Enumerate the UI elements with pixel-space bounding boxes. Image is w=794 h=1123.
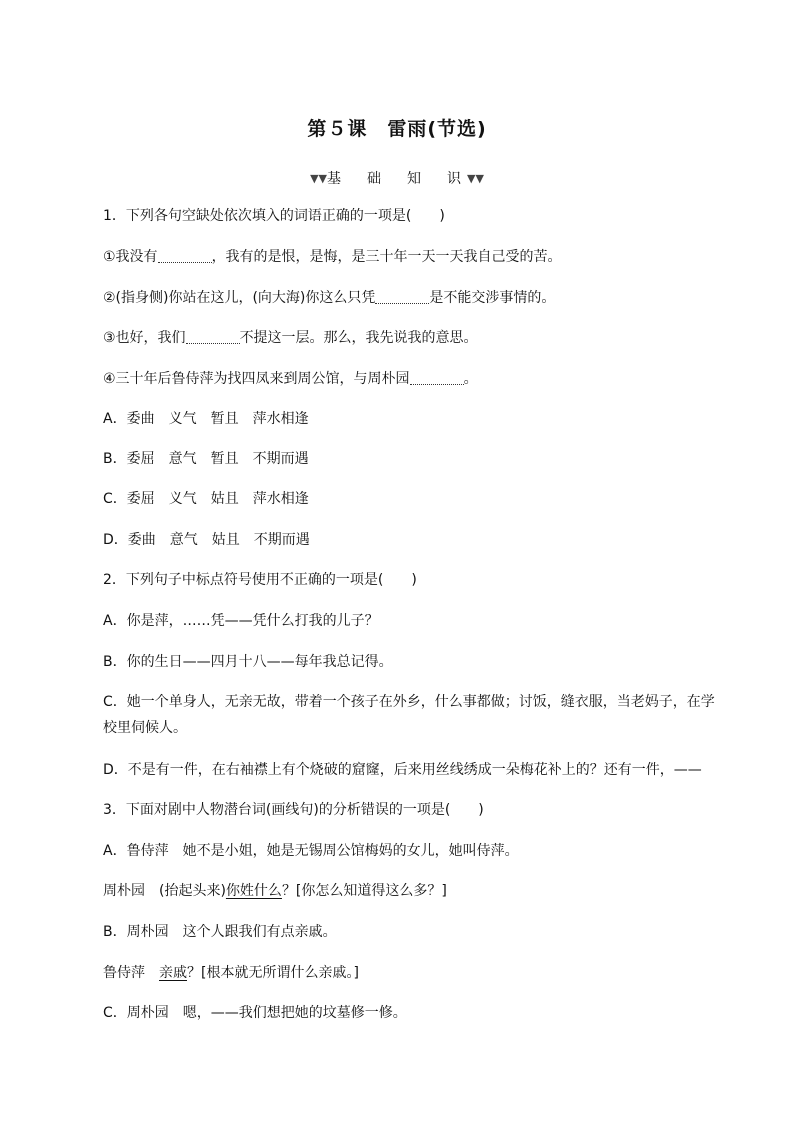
dialogue-text: ？[根本就无所谓什么亲戚。] xyxy=(187,965,359,981)
question-1-option-b: B．委屈 意气 暂且 不期而遇 xyxy=(103,451,309,467)
underlined-subtext: 你姓什么 xyxy=(225,883,282,899)
question-3-stem: 3．下面对剧中人物潜台词(画线句)的分析错误的一项是( ) xyxy=(103,802,484,818)
question-1-sentence-1 xyxy=(103,246,562,268)
dialogue-text: 周朴园 (抬起头来) xyxy=(103,883,226,899)
page-title: 第５课 雷雨(节选) xyxy=(307,118,487,140)
sentence-text: 不提这一层。那么，我先说我的意思。 xyxy=(239,330,478,346)
question-1-sentence-3 xyxy=(103,327,478,349)
question-3-option-c-line-1: C．周朴园 嗯，——我们想把她的坟墓修一修。 xyxy=(103,1005,407,1021)
question-2-option-c: C．她一个单身人，无亲无故，带着一个孩子在外乡，什么事都做；讨饭，缝衣服，当老妈子，在学校里伺候人。 xyxy=(103,694,715,736)
question-2-stem: 2．下列句子中标点符号使用不正确的一项是( ) xyxy=(103,572,417,588)
question-2-option-d: D．不是有一件，在右袖襟上有个烧破的窟窿，后来用丝线绣成一朵梅花补上的？还有一件，—— xyxy=(103,762,702,778)
dialogue-text: 鲁侍萍 xyxy=(103,965,159,981)
sentence-text: 是不能交涉事情的。 xyxy=(429,290,556,306)
question-2-option-b: B．你的生日——四月十八——每年我总记得。 xyxy=(103,654,393,670)
question-1-sentence-4 xyxy=(103,368,478,390)
sentence-text: ，我有的是恨，是悔，是三十年一天一天我自己受的苦。 xyxy=(211,249,562,265)
sentence-text: 。 xyxy=(463,371,478,387)
question-3-option-a-line-2 xyxy=(103,880,447,902)
fill-blank xyxy=(186,329,240,344)
triangle-down-icon: ▼▼ xyxy=(467,172,484,185)
fill-blank xyxy=(410,370,464,385)
sentence-text: ①我没有 xyxy=(103,249,158,265)
underlined-subtext: 亲戚 xyxy=(159,965,187,981)
question-1-option-d: D．委曲 意气 姑且 不期而遇 xyxy=(103,532,310,548)
question-1-option-c: C．委屈 义气 姑且 萍水相逢 xyxy=(103,491,309,507)
fill-blank xyxy=(158,248,212,263)
fill-blank xyxy=(375,289,429,304)
question-3-option-b-line-1: B．周朴园 这个人跟我们有点亲戚。 xyxy=(103,924,337,940)
question-3-option-a-line-1: A．鲁侍萍 她不是小姐，她是无锡周公馆梅妈的女儿，她叫侍萍。 xyxy=(103,843,519,859)
sentence-text: ④三十年后鲁侍萍为找四凤来到周公馆，与周朴园 xyxy=(103,371,410,387)
section-heading xyxy=(0,168,794,188)
question-2-option-a: A．你是萍，……凭——凭什么打我的儿子？ xyxy=(103,613,379,629)
sentence-text: ③也好，我们 xyxy=(103,330,186,346)
question-1-stem: 1．下列各句空缺处依次填入的词语正确的一项是( ) xyxy=(103,208,445,224)
sentence-text: ②(指身侧)你站在这儿，(向大海)你这么只凭 xyxy=(103,290,376,306)
question-3-option-b-line-2 xyxy=(103,962,359,984)
question-1-option-a: A．委曲 义气 暂且 萍水相逢 xyxy=(103,411,309,427)
question-1-sentence-2 xyxy=(103,287,555,309)
triangle-down-icon: ▼▼ xyxy=(310,172,327,185)
section-heading-text: 基 础 知 识 xyxy=(327,171,467,187)
dialogue-text: ？[你怎么知道得这么多？] xyxy=(281,883,447,899)
